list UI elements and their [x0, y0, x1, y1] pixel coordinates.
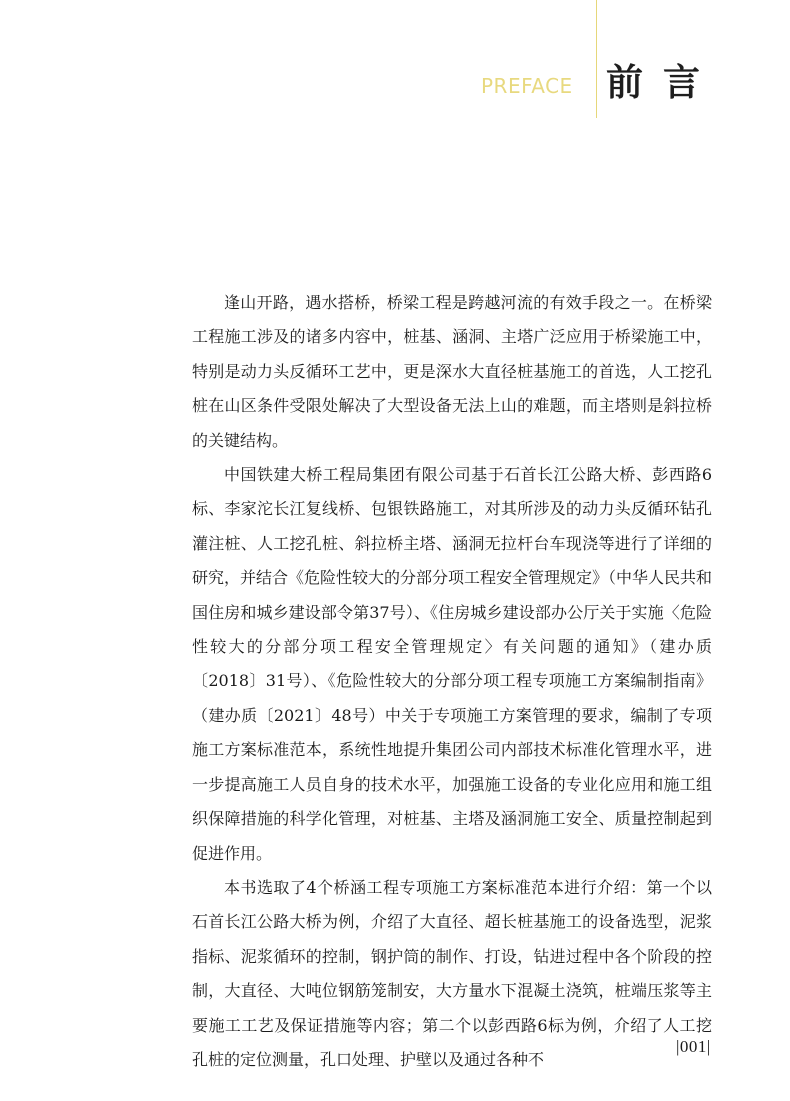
page-number: |001|: [676, 1037, 711, 1056]
header-divider-line: [596, 0, 597, 118]
preface-chinese-title: 前言: [606, 61, 720, 104]
preface-body: [192, 286, 712, 1077]
paragraph-3: 本书选取了4个桥涵工程专项施工方案标准范本进行介绍：第一个以石首长江公路大桥为例，介绍了大直径、超长桩基施工的设备选型，泥浆指标、泥浆循环的控制，钢护筒的制作、打设，钻进过程中各个阶段的控制，大直径、大吨位钢筋笼制安，大方量水下混凝土浇筑，桩端压浆等主要施工工艺及保证措施等内容；第二个以彭西路6标为例，介绍了人工挖孔桩的定位测量，孔口处理、护壁以及通过各种不: [192, 877, 712, 1069]
paragraph-1: 逢山开路，遇水搭桥，桥梁工程是跨越河流的有效手段之一。在桥梁工程施工涉及的诸多内容中，桩基、涵洞、主塔广泛应用于桥梁施工中，特别是动力头反循环工艺中，更是深水大直径桩基施工的首选，人工挖孔桩在山区条件受限处解决了大型设备无法上山的难题，而主塔则是斜拉桥的关键结构。: [192, 293, 712, 450]
preface-english-title: PREFACE: [481, 74, 573, 98]
paragraph-2: 中国铁建大桥工程局集团有限公司基于石首长江公路大桥、彭西路6标、李家沱长江复线桥、包银铁路施工，对其所涉及的动力头反循环钻孔灌注桩、人工挖孔桩、斜拉桥主塔、涵洞无拉杆台车现浇等进行了详细的研究，并结合《危险性较大的分部分项工程安全管理规定》（中华人民共和国住房和城乡建设部令第37号）、《住房城乡建设部办公厅关于实施〈危险性较大的分部分项工程安全管理规定〉有关问题的通知》（建办质〔2018〕31号）、《危险性较大的分部分项工程专项施工方案编制指南》（建办质〔2021〕48号）中关于专项施工方案管理的要求，编制了专项施工方案标准范本，系统性地提升集团公司内部技术标准化管理水平，进一步提高施工人员自身的技术水平，加强施工设备的专业化应用和施工组织保障措施的科学化管理，对桩基、主塔及涵洞施工安全、质量控制起到促进作用。: [192, 465, 713, 863]
